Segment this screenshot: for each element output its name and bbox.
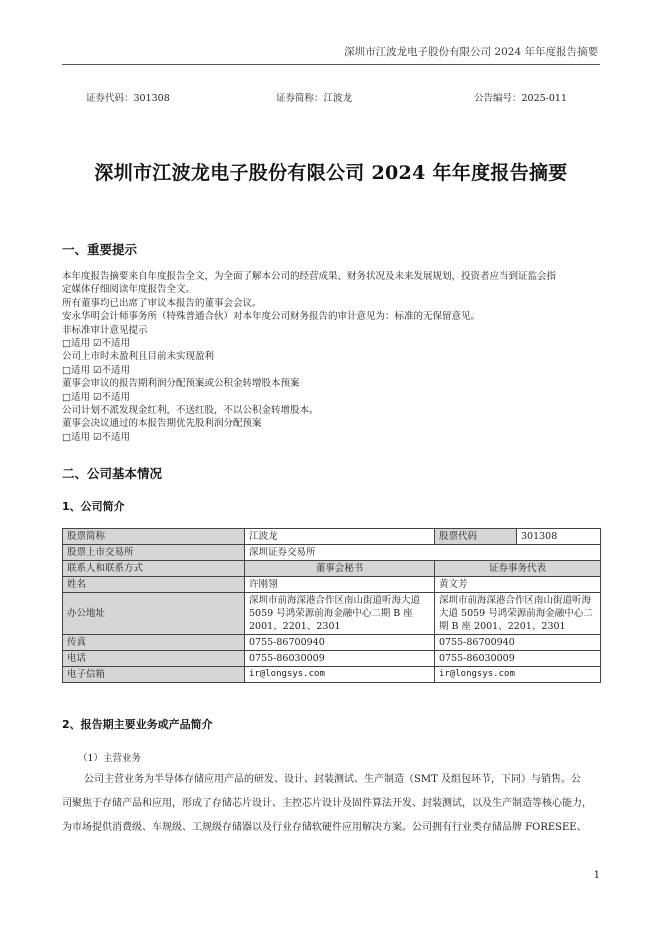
section-heading-company-info: 二、公司基本情况 [62, 466, 163, 481]
applicability-checkbox-line: □适用 ☑不适用 [62, 338, 131, 350]
stock-name-value: 江波龙 [245, 529, 435, 545]
notice-number: 公告编号：2025-011 [474, 93, 568, 104]
main-business-subheading: （1）主营业务 [78, 753, 142, 764]
main-business-paragraph [62, 768, 602, 840]
representative-phone: 0755-86030009 [435, 651, 601, 667]
notes-line: 公司上市时未盈利且目前未实现盈利 [62, 351, 215, 363]
secretary-email: ir@longsys.com [245, 667, 435, 683]
notes-line: 本年度报告摘要来自年度报告全文，为全面了解本公司的经营成果、财务状况及未来发展规划，投资者应当到证监会指 [62, 271, 557, 282]
applicability-checkbox-line: □适用 ☑不适用 [62, 431, 131, 443]
secretary-fax: 0755-86700940 [245, 635, 435, 651]
name-label: 姓名 [63, 577, 245, 593]
page-number: 1 [593, 870, 600, 881]
representative-fax: 0755-86700940 [435, 635, 601, 651]
fax-label: 传真 [63, 635, 245, 651]
notes-line: 定媒体仔细阅读年度报告全文。 [62, 284, 196, 296]
applicability-checkbox-line: □适用 ☑不适用 [62, 391, 131, 403]
stock-code-value: 301308 [517, 529, 601, 545]
phone-label: 电话 [63, 651, 245, 667]
email-label: 电子信箱 [63, 667, 245, 683]
exchange-label: 股票上市交易所 [63, 545, 245, 561]
table-row [63, 667, 601, 683]
paragraph-line: 公司主营业务为半导体存储应用产品的研发、设计、封装测试、生产制造（SMT 及组包环节，下同）与销售。公 [84, 774, 581, 785]
notes-line: 安永华明会计师事务所（特殊普通合伙）对本年度公司财务报告的审计意见为：标准的无保留意见。 [62, 311, 481, 323]
subsection-company-profile: 1、公司简介 [62, 500, 125, 513]
secretary-address: 深圳市前海深港合作区南山街道听海大道 5059 号鸿荣源前海金融中心二期 B 座 2001、2201、2301 [245, 593, 435, 635]
table-row [63, 635, 601, 651]
notes-line: 公司计划不派发现金红利，不送红股，不以公积金转增股本。 [62, 405, 319, 417]
table-row [63, 545, 601, 561]
contact-label: 联系人和联系方式 [63, 561, 245, 577]
notes-line: 所有董事均已出席了审议本报告的董事会会议。 [62, 297, 262, 309]
table-row [63, 593, 601, 635]
address-label: 办公地址 [63, 593, 245, 635]
applicability-checkbox-line: □适用 ☑不适用 [62, 364, 131, 376]
secretary-phone: 0755-86030009 [245, 651, 435, 667]
running-header: 深圳市江波龙电子股份有限公司 2024 年年度报告摘要 [344, 46, 598, 58]
stock-code: 证券代码：301308 [86, 93, 170, 104]
notes-line: 董事会审议的报告期利润分配预案或公积金转增股本预案 [62, 378, 300, 390]
section-heading-important-notes: 一、重要提示 [62, 242, 138, 257]
table-row [63, 561, 601, 577]
important-notes-body [62, 270, 602, 444]
paragraph-line: 为市场提供消费级、车规级、工规级存储器以及行业存储软硬件应用解决方案。公司拥有行业类存储品牌 FORESEE、 [62, 822, 587, 833]
document-title: 深圳市江波龙电子股份有限公司 2024 年年度报告摘要 [94, 162, 568, 184]
stock-name-label: 股票简称 [63, 529, 245, 545]
secretary-name: 许刚翎 [245, 577, 435, 593]
subsection-main-business: 2、报告期主要业务或产品简介 [62, 718, 213, 731]
exchange-value: 深圳证券交易所 [245, 545, 601, 561]
paragraph-line: 司聚焦于存储产品和应用，形成了存储芯片设计、主控芯片设计及固件算法开发、封装测试，以及生产制造等核心能力， [62, 798, 592, 809]
representative-address: 深圳市前海深港合作区南山街道听海大道 5059 号鸿荣源前海金融中心二期 B 座 2001、2201、2301 [435, 593, 601, 635]
notes-line: 董事会决议通过的本报告期优先股利润分配预案 [62, 418, 262, 430]
stock-abbreviation: 证券简称：江波龙 [276, 93, 353, 104]
secretary-column-header: 董事会秘书 [245, 561, 435, 577]
header-rule [62, 64, 600, 65]
representative-name: 黄文芳 [435, 577, 601, 593]
table-row [63, 577, 601, 593]
representative-column-header: 证券事务代表 [435, 561, 601, 577]
company-profile-table [62, 528, 601, 683]
table-row [63, 651, 601, 667]
table-row [63, 529, 601, 545]
stock-code-label: 股票代码 [435, 529, 517, 545]
representative-email: ir@longsys.com [435, 667, 601, 683]
notes-line: 非标准审计意见提示 [62, 324, 148, 336]
